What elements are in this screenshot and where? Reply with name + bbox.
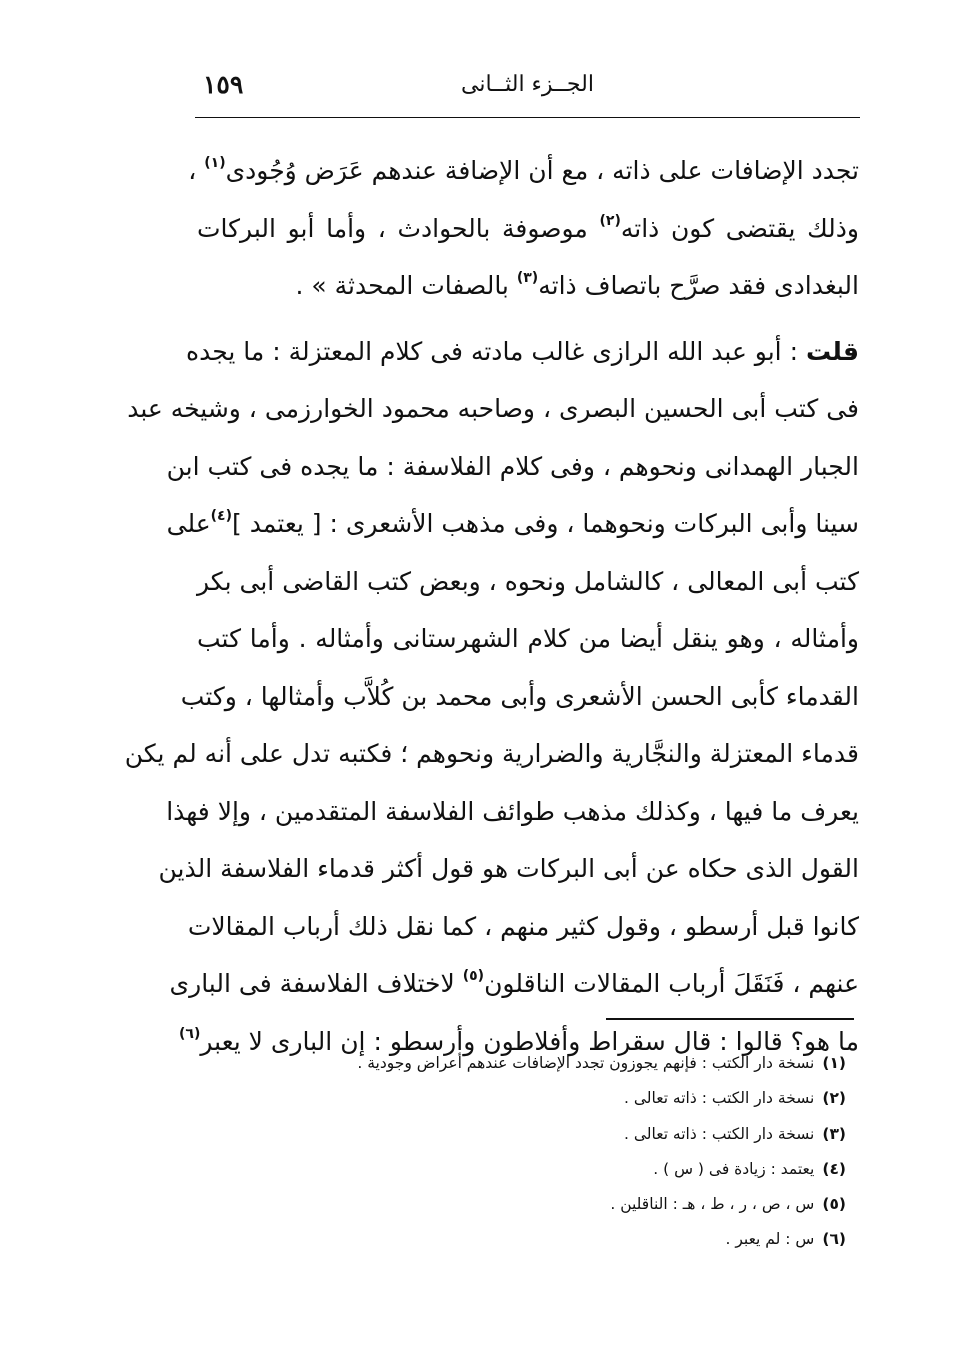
footnote-ref[interactable]: (٥)	[462, 968, 485, 984]
text-line: قدماء المعتزلة والنجَّارية والضرارية ونحوهم ؛ فكتبه تدل على أنه لم يكن	[124, 739, 859, 768]
text-line: تجدد الإضافات على ذاته ، مع أن الإضافة عندهم عَرَض وُجُودى$^{(١)}$ ،	[188, 155, 859, 185]
footnote-number: (١)	[822, 1054, 846, 1072]
footnotes	[226, 1046, 846, 1258]
page-header	[195, 68, 860, 108]
footnote-number: (٤)	[822, 1159, 846, 1178]
text-line: قلت : أبو عبد الله الرازى غالب مادته فى كلام المعتزلة : ما يجده	[186, 336, 859, 366]
footnote-text: نسخة دار الكتب : فإنهم يجوزون تجدد الإضافات عندهم أعراض وجودية .	[357, 1054, 815, 1072]
footnote-number: (٥)	[822, 1195, 846, 1214]
footnote-item	[226, 1081, 846, 1116]
page-number: ١٥٩	[203, 70, 244, 99]
footnote-ref[interactable]: (٤)	[210, 508, 232, 524]
text-line: الجبار الهمدانى ونحوهم ، وفى كلام الفلاسفة : ما يجده فى كتب ابن	[166, 451, 859, 481]
footnote-text: يعتمد : زيادة فى ( س ) .	[653, 1159, 815, 1178]
footnote-item	[226, 1152, 846, 1187]
text-line: عنهم ، فَنَقَلَ أرباب المقالات الناقلون$^{(٥)}$ لاختلاف الفلاسفة فى البارى	[169, 968, 859, 998]
footnote-item	[226, 1187, 846, 1222]
paragraph-gap	[197, 315, 859, 323]
header-rule	[195, 117, 860, 118]
text-line: وذلك يقتضى كون ذاته$^{(٢)}$ موصوفة بالحوادث ، وأما أبو البركات	[197, 212, 859, 243]
footnote-item	[226, 1046, 846, 1081]
text-line: القدماء كأبى الحسن الأشعرى وأبى محمد بن كُلاَّب وأمثالها ، وكتب	[180, 681, 859, 711]
footnote-text: نسخة دار الكتب : ذاته تعالى .	[624, 1124, 815, 1143]
running-title: الجــزء الثــانى	[461, 72, 594, 97]
footnote-number: (٢)	[822, 1089, 846, 1108]
text-line: كتب أبى المعالى ، كالشامل ونحوه ، وبعض كتب القاضى أبى بكر	[197, 566, 859, 596]
text-line: وأمثاله ، وهو ينقل أيضا من كلام الشهرستانى وأمثاله . وأما كتب	[197, 624, 859, 653]
footnote-rule	[606, 1018, 854, 1020]
text-line: سينا وأبى البركات ونحوهما ، وفى مذهب الأشعرى : [ يعتمد ]$^{(٤)}$على	[166, 508, 859, 538]
footnote-item	[226, 1222, 846, 1257]
footnote-text: س ، ص ، ر ، ط ، هـ : الناقلين .	[610, 1195, 815, 1214]
text-line: كانوا قبل أرسطو ، وقول كثير منهم ، كما نقل ذلك أرباب المقالات	[187, 911, 859, 941]
footnote-ref[interactable]: (٢)	[599, 212, 621, 229]
footnote-number: (٦)	[822, 1230, 846, 1249]
footnote-text: س : لم يعبر .	[725, 1230, 815, 1249]
footnote-ref[interactable]: (٣)	[516, 270, 539, 286]
text-line: فى كتب أبى الحسين البصرى ، وصاحبه محمود الخوارزمى ، وشيخه عبد	[127, 394, 859, 423]
text-line: القول الذى حكاه عن أبى البركات هو قول أكثر قدماء الفلاسفة الذين	[158, 854, 859, 883]
qultu-heading: قلت	[805, 336, 859, 366]
footnote-item	[226, 1117, 846, 1152]
footnote-text: نسخة دار الكتب : ذاته تعالى .	[624, 1089, 815, 1108]
main-text	[124, 142, 859, 1070]
footnote-ref[interactable]: (٦)	[179, 1025, 201, 1042]
text-line: يعرف ما فيها ، وكذلك مذهب طوائف الفلاسفة المتقدمين ، وإلا فهذا	[166, 796, 859, 826]
text-line: ما هو؟ قالوا : قال سقراط وأفلاطون وأرسطو : إن البارى لا يعبر$^{(٦)}$	[179, 1025, 859, 1056]
footnote-ref[interactable]: (١)	[204, 155, 226, 171]
footnote-number: (٣)	[822, 1124, 846, 1143]
text-line: البغدادى فقد صرَّح باتصاف ذاته$^{(٣)}$ بالصفات المحدثة » .	[295, 270, 859, 300]
